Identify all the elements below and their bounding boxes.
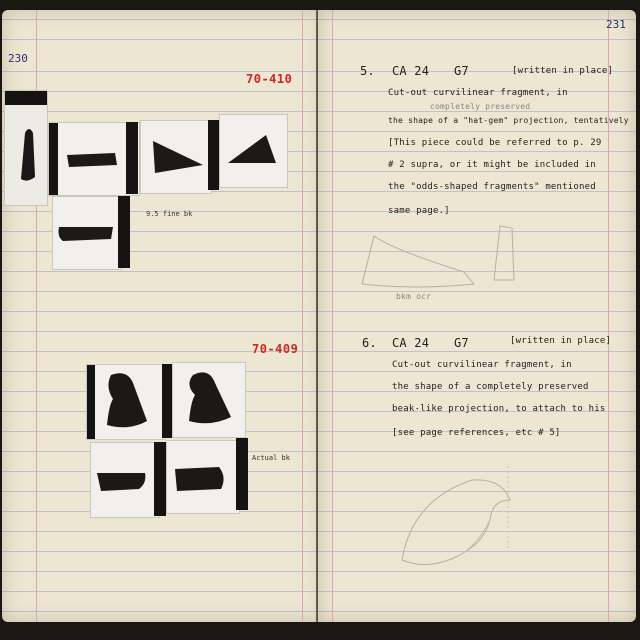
scale-bar <box>162 364 172 438</box>
left-page <box>2 10 322 622</box>
fragment-photo-a3 <box>140 120 212 194</box>
fragment-photo-b3 <box>90 442 160 518</box>
entry-6-sketch <box>382 460 542 580</box>
right-margin-line <box>332 10 333 622</box>
fragment-shape-b3 <box>91 443 159 517</box>
entry-5-line-3: [This piece could be referred to p. 29 <box>388 138 602 148</box>
entry-5-number: 5. <box>360 64 375 78</box>
fragment-shape-b4 <box>167 441 239 513</box>
entry-6-line-4: [see page references, etc # 5] <box>392 428 561 438</box>
left-margin-line-right <box>302 10 303 622</box>
entry-6-line-3: beak-like projection, to attach to his <box>392 404 606 414</box>
right-margin-line-right <box>608 10 609 622</box>
scale-bar <box>126 122 138 194</box>
entry-6-code: CA 24 <box>392 336 430 350</box>
fragment-shape-a5 <box>53 197 121 269</box>
fragment-photo-b2 <box>172 362 246 438</box>
entry-5-line-1: Cut-out curvilinear fragment, in <box>388 88 568 98</box>
photo-caption-a: 9.5 fine bk <box>146 210 193 218</box>
entry-5-sketch-label: bkm ocr <box>396 292 432 301</box>
right-page <box>318 10 636 622</box>
entry-6-note: [written in place] <box>510 336 612 346</box>
entry-5-code: CA 24 <box>392 64 430 78</box>
fragment-photo-a4 <box>219 114 288 188</box>
entry-5-note: [written in place] <box>512 66 614 76</box>
entry-5-line-6: same page.] <box>388 206 450 216</box>
fragment-shape-a3 <box>141 121 211 193</box>
scale-bar <box>154 442 166 516</box>
entry-6-line-1: Cut-out curvilinear fragment, in <box>392 360 572 370</box>
scale-bar <box>118 196 130 268</box>
fragment-photo-b4 <box>166 440 240 514</box>
accession-number-a: 70-410 <box>246 72 293 86</box>
entry-5-insertion: completely preserved <box>430 102 531 111</box>
fragment-shape-b2 <box>173 363 245 437</box>
fragment-photo-a5 <box>52 196 122 270</box>
fragment-shape-a4 <box>220 115 287 187</box>
right-page-number: 231 <box>606 18 626 31</box>
entry-5-sketch <box>354 222 524 302</box>
entry-5-site: G7 <box>454 64 469 78</box>
scale-bar <box>236 438 248 510</box>
fragment-photo-b1 <box>86 364 166 440</box>
entry-6-line-2: the shape of a completely preserved <box>392 382 589 392</box>
left-page-number: 230 <box>8 52 28 65</box>
accession-number-b: 70-409 <box>252 342 299 356</box>
fragment-shape-a1 <box>5 91 47 205</box>
fragment-photo-a1 <box>4 90 48 206</box>
fragment-shape-b1 <box>87 365 165 439</box>
scale-bar <box>208 120 219 190</box>
entry-5-line-5: the "odds-shaped fragments" mentioned <box>388 182 596 192</box>
entry-5-line-2: the shape of a "hat-gem" projection, tentatively <box>388 116 629 125</box>
entry-5-line-4: # 2 supra, or it might be included in <box>388 160 596 170</box>
entry-6-number: 6. <box>362 336 377 350</box>
entry-6-site: G7 <box>454 336 469 350</box>
photo-caption-b: Actual bk <box>252 454 290 462</box>
